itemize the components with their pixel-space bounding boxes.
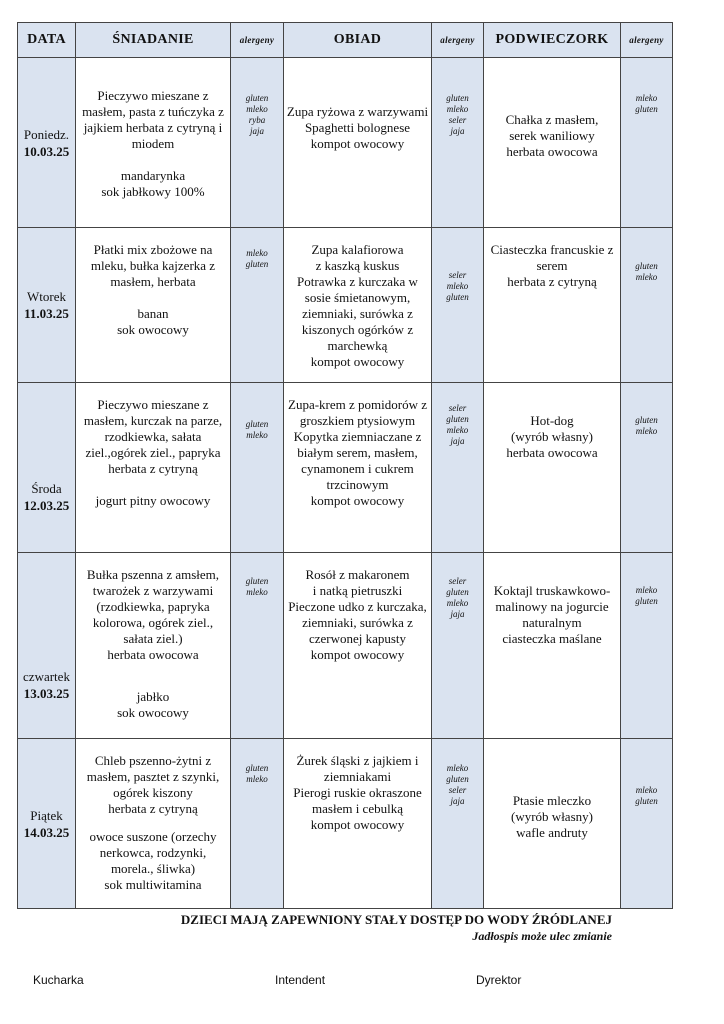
snack-allergens (621, 383, 673, 553)
header-lunch: OBIAD (284, 23, 432, 58)
lunch-cell (284, 383, 432, 553)
snack-text: Ptasie mleczko (wyrób własny) wafle andruty (511, 793, 593, 840)
day-date: 14.03.25 (23, 824, 70, 840)
header-allergens-snack: alergeny (621, 23, 673, 58)
lunch-allergens (432, 383, 484, 553)
snack-cell (484, 58, 621, 228)
lunch-cell (284, 739, 432, 909)
lunch-cell (284, 553, 432, 739)
breakfast-extra: jogurt pitny owocowy (95, 493, 211, 508)
day-date: 11.03.25 (24, 306, 69, 321)
snack-allergens (621, 58, 673, 228)
allergen-list: gluten mleko (245, 419, 269, 440)
breakfast-main: Pieczywo mieszane z masłem, kurczak na parze, rzodkiewka, sałata ziel.,ogórek ziel., papryka herbata z cytryną (83, 397, 223, 476)
day-row-tuesday (18, 228, 673, 383)
day-date: 10.03.25 (23, 143, 70, 159)
allergen-list: seler mleko gluten (446, 270, 469, 302)
day-name: Wtorek (27, 289, 66, 304)
allergen-list: gluten mleko (245, 763, 269, 784)
breakfast-cell (76, 739, 231, 909)
snack-text: Chałka z masłem, serek waniliowy herbata owocowa (505, 112, 599, 159)
header-allergens-breakfast: alergeny (231, 23, 284, 58)
header-allergens-lunch: alergeny (432, 23, 484, 58)
snack-allergens (621, 553, 673, 739)
day-date: 13.03.25 (23, 685, 70, 701)
day-cell (18, 553, 76, 739)
allergen-list: mleko gluten (635, 93, 658, 114)
snack-allergens (621, 739, 673, 909)
breakfast-main: Chleb pszenno-żytni z masłem, pasztet z szynki, ogórek kiszony herbata z cytryną (86, 753, 220, 816)
lunch-allergens (432, 58, 484, 228)
allergen-list: gluten mleko (635, 415, 658, 436)
snack-allergens (621, 228, 673, 383)
signature-director: Dyrektor (476, 973, 522, 987)
breakfast-allergens (231, 739, 284, 909)
day-cell (18, 383, 76, 553)
lunch-text: Zupa ryżowa z warzywami Spaghetti bolognese kompot owocowy (286, 104, 429, 151)
day-name: czwartek (23, 668, 70, 684)
day-row-monday (18, 58, 673, 228)
lunch-cell (284, 228, 432, 383)
breakfast-allergens (231, 58, 284, 228)
allergen-list: mleko gluten (245, 248, 269, 269)
day-name: Piątek (30, 807, 63, 823)
day-name: Środa (31, 480, 62, 496)
breakfast-extra: owoce suszone (orzechy nerkowca, rodzynki, morela., śliwka) sok multiwitamina (89, 829, 217, 892)
snack-cell (484, 383, 621, 553)
header-data: DATA (18, 23, 76, 58)
breakfast-main: Pieczywo mieszane z masłem, pasta z tuńczyka z jajkiem herbata z cytryną i miodem (82, 88, 224, 151)
lunch-text: Zupa-krem z pomidorów z groszkiem ptysiowym Kopytka ziemniaczane z białym serem, masłem, cynamonem i cukrem trzcinowym kompot owocowy (288, 397, 427, 508)
lunch-cell (284, 58, 432, 228)
breakfast-cell (76, 58, 231, 228)
breakfast-allergens (231, 383, 284, 553)
day-cell (18, 58, 76, 228)
day-row-wednesday (18, 383, 673, 553)
breakfast-cell (76, 383, 231, 553)
snack-cell (484, 739, 621, 909)
breakfast-extra: mandarynka sok jabłkowy 100% (101, 168, 205, 199)
snack-text: Ciasteczka francuskie z serem herbata z cytryną (490, 242, 614, 289)
day-cell (18, 228, 76, 383)
day-cell (18, 739, 76, 909)
snack-text: Hot-dog (wyrób własny) herbata owocowa (506, 413, 598, 460)
day-name: Poniedz. (23, 126, 70, 142)
breakfast-allergens (231, 553, 284, 739)
day-date: 12.03.25 (23, 497, 70, 513)
allergen-list: mleko gluten (635, 785, 658, 806)
signature-steward: Intendent (275, 973, 326, 987)
allergen-list: mleko gluten seler jaja (446, 763, 469, 806)
header-breakfast: ŚNIADANIE (76, 23, 231, 58)
breakfast-cell (76, 553, 231, 739)
allergen-list: gluten mleko (635, 261, 658, 282)
allergen-list: gluten mleko (245, 576, 269, 597)
allergen-list: seler gluten mleko jaja (446, 576, 469, 619)
lunch-allergens (432, 228, 484, 383)
water-notice: DZIECI MAJĄ ZAPEWNIONY STAŁY DOSTĘP DO WODY ŹRÓDLANEJ (180, 912, 612, 927)
breakfast-main: Płatki mix zbożowe na mleku, bułka kajzerka z masłem, herbata (90, 242, 216, 289)
breakfast-extra: jabłko sok owocowy (117, 689, 189, 720)
lunch-text: Rosół z makaronem i natką pietruszki Pieczone udko z kurczaka, ziemniaki, surówka z czerwonej kapusty kompot owocowy (288, 567, 427, 662)
breakfast-main: Bułka pszenna z amsłem, twarożek z warzywami (rzodkiewka, papryka kolorowa, ogórek ziel., sałata ziel.) herbata owocowa (86, 567, 220, 662)
signature-cook: Kucharka (33, 973, 84, 987)
day-row-thursday (18, 553, 673, 739)
header-snack: PODWIECZORK (484, 23, 621, 58)
menu-change-note: Jadłospis może ulec zmianie (472, 929, 612, 943)
lunch-allergens (432, 739, 484, 909)
snack-cell (484, 228, 621, 383)
lunch-text: Żurek śląski z jajkiem i ziemniakami Pierogi ruskie okraszone masłem i cebulką kompot owocowy (293, 753, 422, 832)
day-row-friday (18, 739, 673, 909)
lunch-allergens (432, 553, 484, 739)
allergen-list: seler gluten mleko jaja (446, 403, 469, 446)
allergen-list: mleko gluten (635, 585, 658, 606)
header-row (18, 23, 673, 58)
allergen-list: gluten mleko seler jaja (446, 93, 469, 136)
menu-table (17, 22, 673, 909)
breakfast-allergens (231, 228, 284, 383)
allergen-list: gluten mleko ryba jaja (245, 93, 269, 136)
lunch-text: Zupa kalafiorowa z kaszką kuskus Potrawka z kurczaka w sosie śmietanowym, ziemniaki, surówka z kiszonych ogórków z marchewką kompot owocowy (297, 242, 418, 369)
snack-cell (484, 553, 621, 739)
breakfast-cell (76, 228, 231, 383)
snack-text: Koktajl truskawkowo-malinowy na jogurcie naturalnym ciasteczka maślane (493, 583, 611, 646)
breakfast-extra: banan sok owocowy (117, 306, 189, 337)
